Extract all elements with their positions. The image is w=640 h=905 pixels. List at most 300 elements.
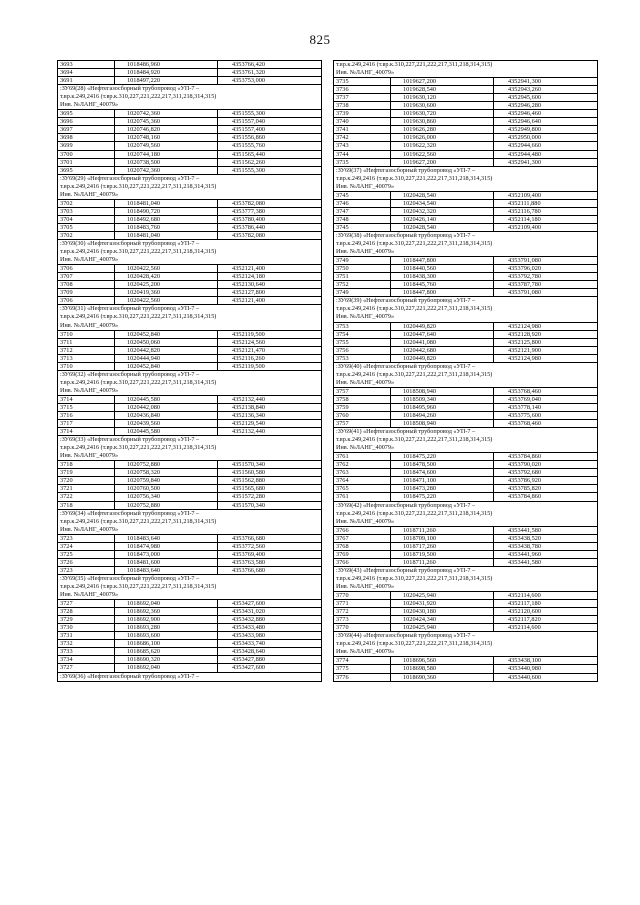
table-row	[58, 109, 321, 117]
section-heading-line: :ЗУ69(35) «Нефтегазосборный трубопровод «УП-7 –	[60, 574, 200, 582]
x-coordinate-cell: 1020432,320	[391, 208, 494, 215]
section-heading-line: т.вр.к.249,2416 (т.вр.к.310,227,221,222,217,311,218,314,315)	[60, 378, 217, 386]
x-coordinate-cell: 1018486,960	[115, 61, 218, 68]
section-heading-line: :ЗУ69(31) «Нефтегазосборный трубопровод «УП-7 –	[60, 305, 200, 313]
x-coordinate-cell: 1018483,760	[115, 224, 218, 231]
point-number-cell: 3704	[58, 216, 115, 223]
section-heading	[58, 509, 321, 534]
x-coordinate-cell: 1018693,600	[115, 632, 218, 639]
point-number-cell: 3757	[334, 388, 391, 395]
x-coordinate-cell: 1020426,140	[391, 216, 494, 223]
point-number-cell: 3698	[58, 134, 115, 141]
x-coordinate-cell: 1018685,620	[115, 648, 218, 655]
table-row	[334, 550, 597, 558]
x-coordinate-cell: 1020444,940	[115, 355, 218, 362]
table-row	[58, 484, 321, 492]
section-heading	[58, 304, 321, 329]
y-coordinate-cell: 4353786,920	[508, 477, 542, 485]
x-coordinate-cell: 1020428,540	[391, 224, 494, 231]
table-row	[58, 166, 321, 174]
point-number-cell: 3696	[58, 118, 115, 125]
section-heading-line: :ЗУ69(37) «Нефтегазосборный трубопровод «УП-7 –	[336, 166, 476, 174]
x-coordinate-cell: 1020752,880	[115, 502, 218, 509]
y-coordinate-cell: 4351562,260	[232, 158, 266, 166]
point-number-cell: 3702	[58, 200, 115, 207]
y-coordinate-cell: 4352114,600	[508, 592, 541, 600]
x-coordinate-cell: 1020742,360	[115, 110, 218, 117]
section-heading-line: т.вр.к.249,2416 (т.вр.к.310,227,221,222,217,311,218,314,315)	[60, 313, 217, 321]
y-coordinate-cell: 4353427,600	[232, 664, 266, 672]
table-row	[58, 280, 321, 288]
section-heading-line: :ЗУ69(30) «Нефтегазосборный трубопровод «УП-7 –	[60, 240, 200, 248]
y-coordinate-cell: 4352121,900	[508, 346, 542, 354]
table-row	[58, 647, 321, 655]
point-number-cell: 3752	[334, 281, 391, 288]
y-coordinate-cell: 4352124,180	[232, 273, 266, 281]
point-number-cell: 3773	[334, 616, 391, 623]
y-coordinate-cell: 4352941,300	[508, 78, 542, 86]
point-number-cell: 3715	[58, 404, 115, 411]
x-coordinate-cell: 1020449,820	[391, 355, 494, 362]
point-number-cell: 3718	[58, 502, 115, 509]
y-coordinate-cell: 4353440,980	[508, 665, 542, 673]
table-row	[58, 550, 321, 558]
section-heading-line: Инв. №ЛАНГ_40079»	[60, 591, 119, 599]
x-coordinate-cell: 1019627,200	[391, 159, 494, 166]
table-row	[334, 615, 597, 623]
y-coordinate-cell: 4353784,860	[508, 493, 542, 501]
table-row	[58, 231, 321, 239]
y-coordinate-cell: 4353427,600	[232, 600, 266, 608]
point-number-cell: 3768	[334, 543, 391, 550]
table-row	[58, 346, 321, 354]
section-heading-line: Инв. №ЛАНГ_40079»	[60, 321, 119, 329]
table-row	[334, 591, 597, 599]
table-row	[334, 623, 597, 631]
y-coordinate-cell: 4353766,420	[232, 61, 266, 68]
table-row	[334, 280, 597, 288]
point-number-cell: 3727	[58, 600, 115, 607]
table-row	[58, 419, 321, 427]
section-heading	[334, 60, 597, 77]
x-coordinate-cell: 1018484,920	[115, 69, 218, 76]
point-number-cell: 3707	[58, 273, 115, 280]
y-coordinate-cell: 4352946,280	[508, 102, 542, 110]
y-coordinate-cell: 4352132,440	[232, 395, 266, 403]
y-coordinate-cell: 4353441,960	[508, 550, 542, 558]
y-coordinate-cell: 4351556,860	[232, 134, 266, 142]
x-coordinate-cell: 1020442,080	[115, 404, 218, 411]
y-coordinate-cell: 4353796,020	[508, 265, 542, 273]
x-coordinate-cell: 1020428,420	[115, 273, 218, 280]
x-coordinate-cell: 1020445,580	[115, 396, 218, 403]
x-coordinate-cell: 1020442,680	[391, 347, 494, 354]
y-coordinate-cell: 4353438,780	[508, 542, 542, 550]
table-row	[334, 395, 597, 403]
section-heading-line: Инв. №ЛАНГ_40079»	[336, 378, 395, 386]
x-coordinate-cell: 1018471,100	[391, 477, 494, 484]
table-row	[334, 558, 597, 566]
table-row	[334, 109, 597, 117]
section-heading-line: т.вр.к.249,2416 (т.вр.к.310,227,221,222,217,311,218,314,315)	[336, 436, 493, 444]
table-row	[58, 460, 321, 468]
y-coordinate-cell: 4352119,500	[232, 330, 265, 338]
table-row	[58, 542, 321, 550]
table-row	[58, 501, 321, 509]
point-number-cell: 3741	[334, 126, 391, 133]
section-heading-line: Инв. №ЛАНГ_40079»	[60, 190, 119, 198]
x-coordinate-cell: 1018497,220	[115, 77, 218, 84]
table-row	[58, 330, 321, 338]
point-number-cell: 3763	[334, 469, 391, 476]
point-number-cell: 3725	[58, 551, 115, 558]
y-coordinate-cell: 4353778,140	[508, 403, 542, 411]
y-coordinate-cell: 4352109,400	[508, 191, 542, 199]
table-row	[334, 534, 597, 542]
x-coordinate-cell: 1018478,500	[391, 461, 494, 468]
point-number-cell: 3716	[58, 412, 115, 419]
section-heading	[58, 174, 321, 199]
point-number-cell: 3695	[58, 167, 115, 174]
table-row	[334, 599, 597, 607]
section-heading-line: :ЗУ69(28) «Нефтегазосборный трубопровод «УП-7 –	[60, 85, 200, 93]
table-row	[58, 534, 321, 542]
y-coordinate-cell: 4352119,500	[232, 362, 265, 370]
point-number-cell: 3744	[334, 151, 391, 158]
point-number-cell: 3748	[334, 216, 391, 223]
point-number-cell: 3769	[334, 551, 391, 558]
x-coordinate-cell: 1020439,560	[115, 420, 218, 427]
point-number-cell: 3695	[58, 110, 115, 117]
y-coordinate-cell: 4353791,080	[508, 289, 542, 297]
point-number-cell: 3735	[334, 78, 391, 85]
y-coordinate-cell: 4352124,980	[508, 322, 542, 330]
y-coordinate-cell: 4353790,020	[508, 461, 542, 469]
point-number-cell: 3771	[334, 600, 391, 607]
y-coordinate-cell: 4352950,000	[508, 134, 542, 142]
table-row	[334, 85, 597, 93]
x-coordinate-cell: 1018473,000	[115, 551, 218, 558]
section-heading	[58, 435, 321, 460]
y-coordinate-cell: 4352114,180	[508, 215, 541, 223]
table-row	[334, 101, 597, 109]
x-coordinate-cell: 1018692,040	[115, 600, 218, 607]
y-coordinate-cell: 4352120,600	[508, 608, 542, 616]
point-number-cell: 3714	[58, 428, 115, 435]
section-heading	[334, 231, 597, 256]
x-coordinate-cell: 1020430,180	[391, 608, 494, 615]
point-number-cell: 3745	[334, 224, 391, 231]
section-heading-line: :ЗУ69(39) «Нефтегазосборный трубопровод «УП-7 –	[336, 297, 476, 305]
y-coordinate-cell: 4353433,480	[232, 624, 266, 632]
section-heading	[334, 566, 597, 591]
y-coordinate-cell: 4353787,780	[508, 281, 542, 289]
table-row	[334, 125, 597, 133]
section-heading	[58, 239, 321, 264]
table-row	[334, 460, 597, 468]
section-heading	[58, 574, 321, 599]
y-coordinate-cell: 4352121,400	[232, 265, 266, 273]
table-row	[334, 607, 597, 615]
x-coordinate-cell: 1019626,000	[391, 134, 494, 141]
x-coordinate-cell: 1020449,820	[391, 323, 494, 330]
table-row	[334, 492, 597, 500]
point-number-cell: 3764	[334, 477, 391, 484]
section-heading	[334, 166, 597, 191]
y-coordinate-cell: 4353433,980	[232, 632, 266, 640]
section-heading-line: Инв. №ЛАНГ_40079»	[336, 444, 395, 452]
table-row	[334, 403, 597, 411]
section-heading-line: :ЗУ69(40) «Нефтегазосборный трубопровод «УП-7 –	[336, 362, 476, 370]
y-coordinate-cell: 4353775,600	[508, 412, 542, 420]
y-coordinate-cell: 4352117,820	[508, 616, 541, 624]
point-number-cell: 3757	[334, 420, 391, 427]
y-coordinate-cell: 4351555,300	[232, 110, 266, 118]
table-row	[334, 346, 597, 354]
y-coordinate-cell: 4353791,080	[508, 257, 542, 265]
section-heading-line: Инв. №ЛАНГ_40079»	[60, 386, 119, 394]
table-row	[334, 199, 597, 207]
point-number-cell: 3761	[334, 493, 391, 500]
x-coordinate-cell: 1018481,040	[115, 232, 218, 239]
point-number-cell: 3766	[334, 559, 391, 566]
point-number-cell: 3723	[58, 567, 115, 574]
y-coordinate-cell: 4353768,460	[508, 420, 542, 428]
section-heading-line: т.вр.к.249,2416 (т.вр.к.310,227,221,222,217,311,218,314,315)	[336, 574, 493, 582]
x-coordinate-cell: 1018475,220	[391, 453, 494, 460]
section-heading-line: т.вр.к.249,2416 (т.вр.к.310,227,221,222,217,311,218,314,315)	[60, 93, 217, 101]
point-number-cell: 3710	[58, 363, 115, 370]
table-row	[58, 639, 321, 647]
y-coordinate-cell: 4352124,980	[508, 354, 542, 362]
x-coordinate-cell: 1018474,980	[115, 543, 218, 550]
y-coordinate-cell: 4352943,260	[508, 86, 542, 94]
table-row	[334, 288, 597, 296]
y-coordinate-cell: 4352124,560	[232, 338, 266, 346]
y-coordinate-cell: 4352114,600	[508, 624, 541, 632]
section-heading-line: Инв. №ЛАНГ_40079»	[336, 313, 395, 321]
table-row	[334, 476, 597, 484]
x-coordinate-cell: 1020422,560	[115, 265, 218, 272]
x-coordinate-cell: 1020759,840	[115, 477, 218, 484]
table-row	[58, 566, 321, 574]
point-number-cell: 3722	[58, 493, 115, 500]
point-number-cell: 3724	[58, 543, 115, 550]
x-coordinate-cell: 1020744,180	[115, 151, 218, 158]
point-number-cell: 3731	[58, 632, 115, 639]
point-number-cell: 3711	[58, 339, 115, 346]
point-number-cell: 3727	[58, 664, 115, 671]
point-number-cell: 3772	[334, 608, 391, 615]
point-number-cell: 3697	[58, 126, 115, 133]
section-heading-line: :ЗУ69(38) «Нефтегазосборный трубопровод «УП-7 –	[336, 231, 476, 239]
x-coordinate-cell: 1020424,340	[391, 616, 494, 623]
table-row	[58, 207, 321, 215]
y-coordinate-cell: 4351555,760	[232, 142, 266, 150]
section-heading-line: т.вр.к.249,2416 (т.вр.к.310,227,221,222,217,311,218,314,315)	[60, 517, 217, 525]
section-heading-line: т.вр.к.249,2416 (т.вр.к.310,227,221,222,217,311,218,314,315)	[336, 240, 493, 248]
x-coordinate-cell: 1020431,920	[391, 600, 494, 607]
section-heading-line: т.вр.к.249,2416 (т.вр.к.310,227,221,222,217,311,218,314,315)	[336, 174, 493, 182]
table-row	[58, 362, 321, 370]
section-heading	[334, 501, 597, 526]
y-coordinate-cell: 4353438,520	[508, 534, 542, 542]
point-number-cell: 3743	[334, 142, 391, 149]
table-row	[334, 387, 597, 395]
point-number-cell: 3736	[334, 86, 391, 93]
section-heading-line: :ЗУ69(43) «Нефтегазосборный трубопровод «УП-7 –	[336, 566, 476, 574]
point-number-cell: 3729	[58, 616, 115, 623]
x-coordinate-cell: 1018445,760	[391, 281, 494, 288]
table-row	[58, 427, 321, 435]
section-heading-line: :ЗУ69(29) «Нефтегазосборный трубопровод «УП-7 –	[60, 174, 200, 182]
y-coordinate-cell: 4352949,800	[508, 126, 542, 134]
section-heading-line: т.вр.к.249,2416 (т.вр.к.310,227,221,222,217,311,218,314,315)	[336, 61, 493, 68]
table-row	[334, 542, 597, 550]
x-coordinate-cell: 1020422,560	[115, 297, 218, 304]
point-number-cell: 3719	[58, 469, 115, 476]
table-row	[334, 223, 597, 231]
table-row	[58, 272, 321, 280]
x-coordinate-cell: 1020758,320	[115, 469, 218, 476]
x-coordinate-cell: 1018475,220	[391, 493, 494, 500]
point-number-cell: 3770	[334, 624, 391, 631]
section-heading	[334, 631, 597, 656]
table-row	[334, 526, 597, 534]
table-row	[334, 468, 597, 476]
table-row	[58, 468, 321, 476]
point-number-cell: 3740	[334, 118, 391, 125]
table-row	[334, 264, 597, 272]
point-number-cell: 3734	[58, 656, 115, 663]
point-number-cell: 3703	[58, 208, 115, 215]
x-coordinate-cell: 1020756,340	[115, 493, 218, 500]
x-coordinate-cell: 1020425,200	[115, 281, 218, 288]
table-row	[58, 599, 321, 607]
x-coordinate-cell: 1019630,720	[391, 110, 494, 117]
x-coordinate-cell: 1020742,360	[115, 167, 218, 174]
point-number-cell: 3713	[58, 355, 115, 362]
y-coordinate-cell: 4352116,260	[232, 354, 265, 362]
y-coordinate-cell: 4353777,380	[232, 207, 266, 215]
table-row	[334, 322, 597, 330]
y-coordinate-cell: 4353782,080	[232, 231, 266, 239]
table-row	[334, 411, 597, 419]
table-row	[58, 558, 321, 566]
y-coordinate-cell: 4353780,400	[232, 215, 266, 223]
section-heading-line: Инв. №ЛАНГ_40079»	[336, 69, 395, 77]
x-coordinate-cell: 1018692,900	[115, 616, 218, 623]
y-coordinate-cell: 4353772,560	[232, 542, 266, 550]
x-coordinate-cell: 1018711,260	[391, 559, 494, 566]
point-number-cell: 3691	[58, 77, 115, 84]
x-coordinate-cell: 1020746,820	[115, 126, 218, 133]
point-number-cell: 3761	[334, 453, 391, 460]
x-coordinate-cell: 1018495,960	[391, 404, 494, 411]
table-row	[58, 411, 321, 419]
y-coordinate-cell: 4353761,320	[232, 69, 266, 77]
point-number-cell: 3756	[334, 347, 391, 354]
point-number-cell: 3760	[334, 412, 391, 419]
table-row	[58, 354, 321, 362]
point-number-cell: 3759	[334, 404, 391, 411]
table-row	[58, 288, 321, 296]
y-coordinate-cell: 4353438,100	[508, 657, 542, 665]
table-row	[334, 158, 597, 166]
point-number-cell: 3701	[58, 159, 115, 166]
x-coordinate-cell: 1020447,640	[391, 331, 494, 338]
section-heading-line: т.вр.к.249,2416 (т.вр.к.310,227,221,222,217,311,218,314,315)	[60, 583, 217, 590]
table-row	[58, 615, 321, 623]
point-number-cell: 3749	[334, 257, 391, 264]
y-coordinate-cell: 4353792,680	[508, 469, 542, 477]
point-number-cell: 3755	[334, 339, 391, 346]
table-row	[58, 141, 321, 149]
point-number-cell: 3770	[334, 592, 391, 599]
point-number-cell: 3706	[58, 265, 115, 272]
table-row	[58, 199, 321, 207]
section-heading-line: Инв. №ЛАНГ_40079»	[336, 248, 395, 256]
x-coordinate-cell: 1018494,260	[391, 412, 494, 419]
table-row	[334, 330, 597, 338]
x-coordinate-cell: 1018696,560	[391, 657, 494, 664]
table-row	[58, 150, 321, 158]
table-row	[334, 207, 597, 215]
table-row	[334, 338, 597, 346]
section-heading-line: Инв. №ЛАНГ_40079»	[336, 517, 395, 525]
point-number-cell: 3723	[58, 535, 115, 542]
table-row	[334, 256, 597, 264]
y-coordinate-cell: 4352121,470	[232, 346, 266, 354]
x-coordinate-cell: 1018698,580	[391, 665, 494, 672]
y-coordinate-cell: 4351572,280	[232, 493, 266, 501]
y-coordinate-cell: 4352116,780	[508, 207, 541, 215]
table-row	[58, 125, 321, 133]
x-coordinate-cell: 1018481,040	[115, 200, 218, 207]
point-number-cell: 3702	[58, 232, 115, 239]
x-coordinate-cell: 1018440,560	[391, 265, 494, 272]
table-row	[334, 150, 597, 158]
section-heading	[58, 672, 321, 681]
point-number-cell: 3776	[334, 674, 391, 681]
point-number-cell: 3774	[334, 657, 391, 664]
point-number-cell: 3753	[334, 355, 391, 362]
section-heading-line: Инв. №ЛАНГ_40079»	[60, 452, 119, 460]
point-number-cell: 3721	[58, 485, 115, 492]
section-heading	[334, 427, 597, 452]
section-heading-line: :ЗУ69(44) «Нефтегазосборный трубопровод «УП-7 –	[336, 632, 476, 640]
point-number-cell: 3753	[334, 323, 391, 330]
section-heading-line: т.вр.к.249,2416 (т.вр.к.310,227,221,222,217,311,218,314,315)	[60, 444, 217, 452]
y-coordinate-cell: 4351557,040	[232, 118, 266, 126]
y-coordinate-cell: 4353441,580	[508, 558, 542, 566]
y-coordinate-cell: 4352111,880	[508, 199, 541, 207]
y-coordinate-cell: 4352117,180	[508, 600, 541, 608]
x-coordinate-cell: 1018692,040	[115, 664, 218, 671]
point-number-cell: 3735	[334, 159, 391, 166]
y-coordinate-cell: 4351570,340	[232, 461, 266, 469]
table-row	[334, 484, 597, 492]
table-row	[58, 264, 321, 272]
y-coordinate-cell: 4351562,880	[232, 477, 266, 485]
section-heading-line: Инв. №ЛАНГ_40079»	[60, 525, 119, 533]
y-coordinate-cell: 4351565,680	[232, 485, 266, 493]
x-coordinate-cell: 1020760,500	[115, 485, 218, 492]
table-row	[58, 76, 321, 84]
x-coordinate-cell: 1019628,540	[391, 86, 494, 93]
table-row	[334, 133, 597, 141]
point-number-cell: 3694	[58, 69, 115, 76]
